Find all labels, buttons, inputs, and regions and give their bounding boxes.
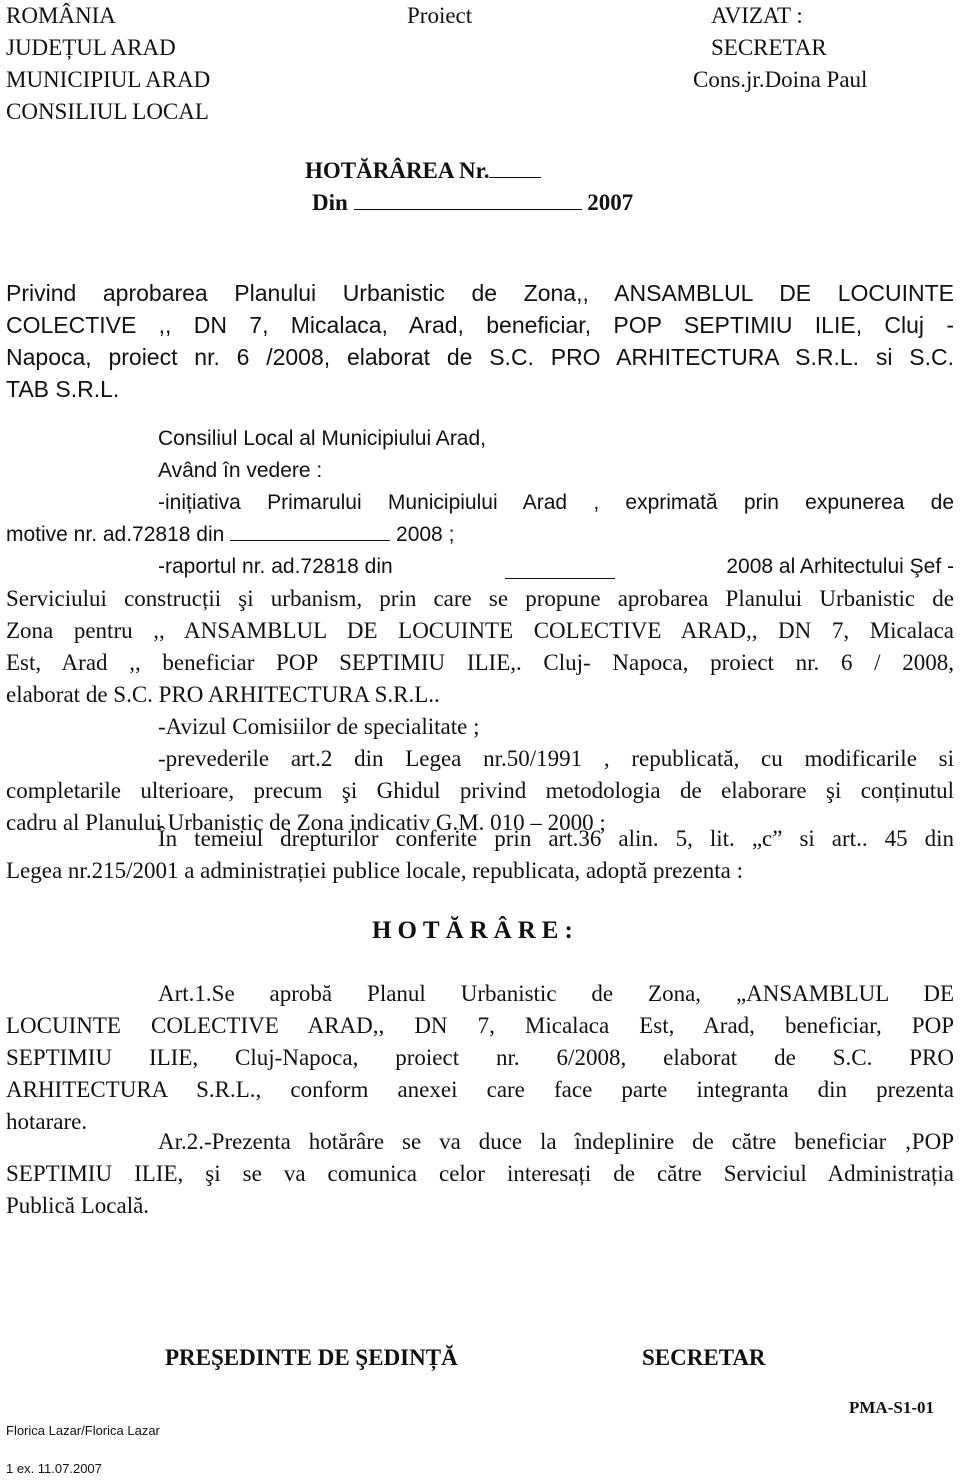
article-line: Publică Locală. [6,1193,150,1218]
paragraph-line: Zona pentru ,, ANSAMBLUL DE LOCUINTE COLECTIVE ARAD,, DN 7, Micalaca [6,618,954,643]
preamble-report-text: -raportul nr. ad.72818 din [158,555,393,578]
subject-line: COLECTIVE ,, DN 7, Micalaca, Arad, beneficiar, POP SEPTIMIU ILIE, Cluj - [6,312,954,338]
preamble-motive-year: 2008 ; [396,523,455,546]
author-initials: Florica Lazar/Florica Lazar [6,1423,160,1438]
header-secretar-name: Cons.jr.Doina Paul [693,67,868,92]
paragraph-line: Serviciului construcții şi urbanism, prin care se propune aprobarea Planului Urbanistic de [6,586,954,611]
header-municipality: MUNICIPIUL ARAD [6,67,211,92]
decision-number-blank [489,176,541,178]
header-council: CONSILIUL LOCAL [6,99,209,124]
header-secretar: SECRETAR [711,35,827,60]
subject-line: Privind aprobarea Planului Urbanistic de Zona,, ANSAMBLUL DE LOCUINTE [6,280,954,306]
article-line: SEPTIMIU ILIE, şi se va comunica celor interesați de către Serviciul Administrația [6,1161,954,1186]
decision-din-label: Din [312,190,348,215]
preamble-motive [6,519,454,551]
header-project-label: Proiect [407,3,473,28]
article-1 [6,978,954,1138]
preamble-council: Consiliul Local al Municipiului Arad, [158,427,487,450]
copies-date: 1 ex. 11.07.2007 [6,1461,102,1476]
decision-year: 2007 [587,190,634,215]
subject-line: Napoca, proiect nr. 6 /2008, elaborat de S.C. PRO ARHITECTURA S.R.L. si S.C. [6,344,954,370]
article-line: Art.1.Se aprobă Planul Urbanistic de Zona, „ANSAMBLUL DE [158,981,954,1006]
subject-line: TAB S.R.L. [6,376,120,402]
preamble-report-paragraph [6,583,954,711]
paragraph-line: completarile ulterioare, precum şi Ghidul privind metodologia de elaborare şi conținutul [6,778,954,803]
preamble-adopts: Legea nr.215/2001 a administrației publice locale, republicata, adoptă prezenta : [6,858,743,883]
motive-date-blank [230,539,390,541]
preamble-committees: -Avizul Comisiilor de specialitate ; [158,714,480,739]
article-line: SEPTIMIU ILIE, Cluj-Napoca, proiect nr. 6/2008, elaborat de S.C. PRO [6,1045,954,1070]
header-country: ROMÂNIA [6,3,116,28]
preamble-report-year: 2008 al Arhitectului Şef - [726,555,954,578]
preamble-law-provisions: -prevederile art.2 din Legea nr.50/1991 , republicată, cu modificarile si [158,746,954,771]
document-code: PMA-S1-01 [849,1398,934,1417]
decision-date-blank [354,208,582,210]
header-avizat: AVIZAT : [711,3,803,28]
paragraph-line: cadru al Planului Urbanistic de Zona indicativ G.M. 010 – 2000 ; [6,810,606,835]
subject-paragraph [6,277,954,405]
preamble-report [158,551,954,583]
header-county: JUDEȚUL ARAD [6,35,176,60]
article-line: hotarare. [6,1109,88,1134]
signature-president: PREŞEDINTE DE ŞEDINȚĂ [165,1345,458,1370]
preamble-motive-text: motive nr. ad.72818 din [6,523,225,546]
preamble-legal-basis: În temeiul drepturilor conferite prin art.36 alin. 5, lit. „c” si art.. 45 din [158,826,954,851]
article-line: ARHITECTURA S.R.L., conform anexei care face parte integranta din prezenta [6,1077,954,1102]
article-line: LOCUINTE COLECTIVE ARAD,, DN 7, Micalaca Est, Arad, beneficiar, POP [6,1013,954,1038]
paragraph-line: elaborat de S.C. PRO ARHITECTURA S.R.L.. [6,682,440,707]
paragraph-line: Est, Arad ,, beneficiar POP SEPTIMIU ILIE,. Cluj- Napoca, proiect nr. 6 / 2008, [6,650,954,675]
decision-heading: HOTĂRÂRE: [372,917,579,944]
decision-title [305,155,541,187]
signature-secretary: SECRETAR [642,1345,766,1370]
report-date-blank [505,577,615,579]
preamble-initiative: -inițiativa Primarului Municipiului Arad , exprimată prin expunerea de [158,491,954,514]
article-2 [6,1126,954,1222]
decision-date [312,187,633,219]
decision-title-text: HOTĂRÂREA Nr. [305,158,490,183]
article-line: Ar.2.-Prezenta hotărâre se va duce la îndeplinire de către beneficiar ‚POP [158,1129,954,1154]
preamble-having-regard: Având în vedere : [158,459,323,482]
